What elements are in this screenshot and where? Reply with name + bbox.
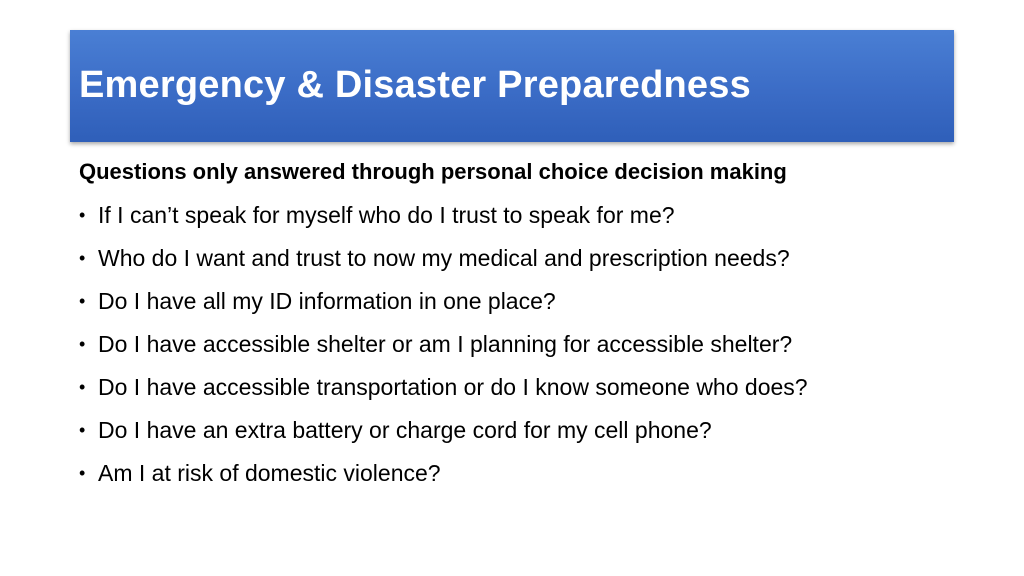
bullet-icon: • bbox=[79, 420, 86, 440]
list-item bbox=[79, 242, 959, 274]
content-area bbox=[79, 156, 959, 500]
list-item bbox=[79, 285, 959, 317]
bullet-icon: • bbox=[79, 377, 86, 397]
section-heading: Questions only answered through personal choice decision making bbox=[79, 159, 787, 184]
bullet-icon: • bbox=[79, 463, 86, 483]
list-item-text: If I can’t speak for myself who do I trust to speak for me? bbox=[98, 202, 675, 228]
title-banner bbox=[70, 30, 954, 142]
list-item-text: Do I have accessible shelter or am I planning for accessible shelter? bbox=[98, 331, 793, 357]
bullet-icon: • bbox=[79, 291, 86, 311]
bullet-icon: • bbox=[79, 334, 86, 354]
list-item-text: Do I have all my ID information in one place? bbox=[98, 288, 556, 314]
list-item-text: Am I at risk of domestic violence? bbox=[98, 460, 441, 486]
list-item bbox=[79, 371, 959, 403]
bullet-icon: • bbox=[79, 248, 86, 268]
list-item-text: Do I have an extra battery or charge cord for my cell phone? bbox=[98, 417, 712, 443]
list-item-text: Who do I want and trust to now my medical and prescription needs? bbox=[98, 245, 790, 271]
list-item bbox=[79, 414, 959, 446]
bullet-list bbox=[79, 199, 959, 489]
list-item bbox=[79, 457, 959, 489]
slide-title: Emergency & Disaster Preparedness bbox=[79, 64, 751, 106]
list-item bbox=[79, 328, 959, 360]
list-item-text: Do I have accessible transportation or do I know someone who does? bbox=[98, 374, 808, 400]
bullet-icon: • bbox=[79, 205, 86, 225]
list-item bbox=[79, 199, 959, 231]
